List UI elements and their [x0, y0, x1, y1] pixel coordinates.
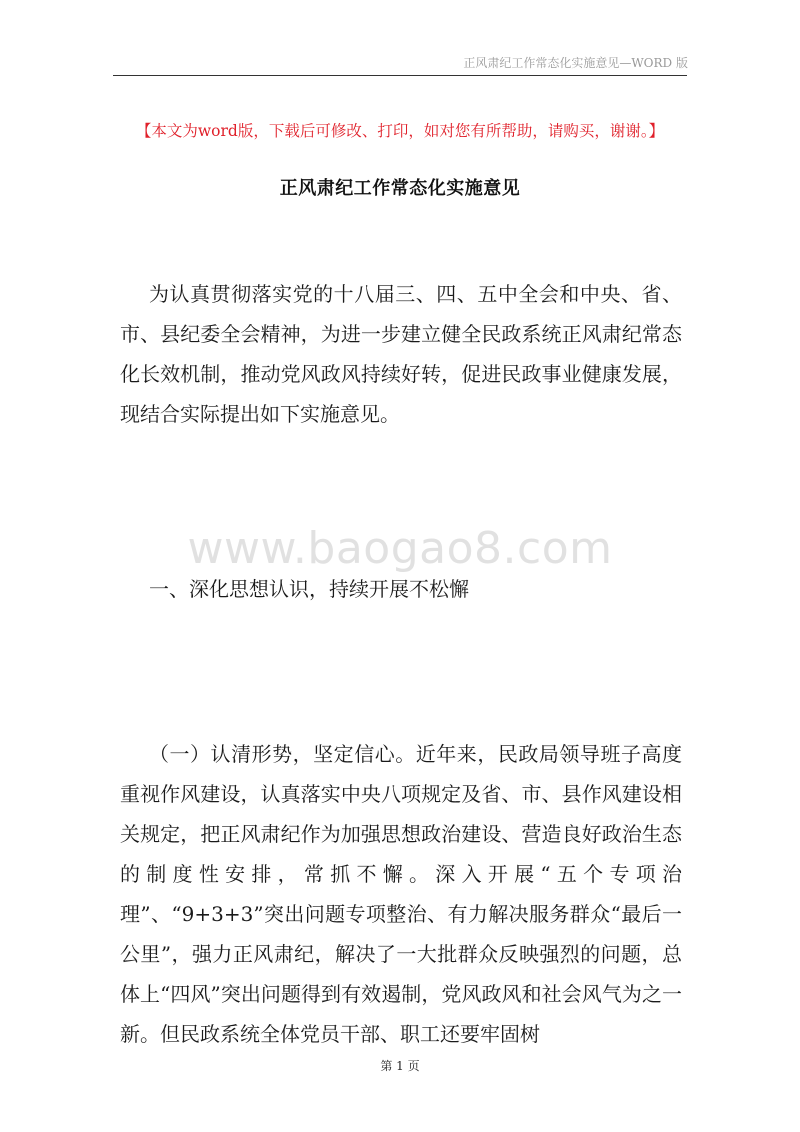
header-divider — [113, 75, 687, 76]
body-paragraph: （一）认清形势，坚定信心。近年来，民政局领导班子高度重视作风建设，认真落实中央八项规定及省、市、县作风建设相关规定，把正风肃纪作为加强思想政治建设、营造良好政治生态的制度性安排，常抓不懈。深入开展“五个专项治理”、“9+3+3”突出问题专项整治、有力解决服务群众“最后一公里”，强力正风肃纪，解决了一大批群众反映强烈的问题，总体上“四风”突出问题得到有效遏制，党风政风和社会风气为之一新。但民政系统全体党员干部、职工还要牢固树 — [120, 742, 682, 1046]
download-notice: 【本文为word版，下载后可修改、打印，如对您有所帮助，请购买，谢谢。】 — [135, 122, 665, 140]
intro-paragraph: 为认真贯彻落实党的十八届三、四、五中全会和中央、省、市、县纪委全会精神，为进一步建立健全民政系统正风肃纪常态化长效机制，推动党风政风持续好转，促进民政事业健康发展，现结合实际提出如下实施意见。 — [120, 282, 682, 426]
document-title: 正风肃纪工作常态化实施意见 — [279, 178, 521, 199]
section-heading: 一、深化思想认识，持续开展不松懈 — [149, 577, 469, 601]
running-header-title: 正风肃纪工作常态化实施意见—WORD 版 — [463, 56, 688, 70]
watermark: www.baogao8.com — [187, 523, 613, 574]
page-number: 第 1 页 — [380, 1059, 420, 1073]
